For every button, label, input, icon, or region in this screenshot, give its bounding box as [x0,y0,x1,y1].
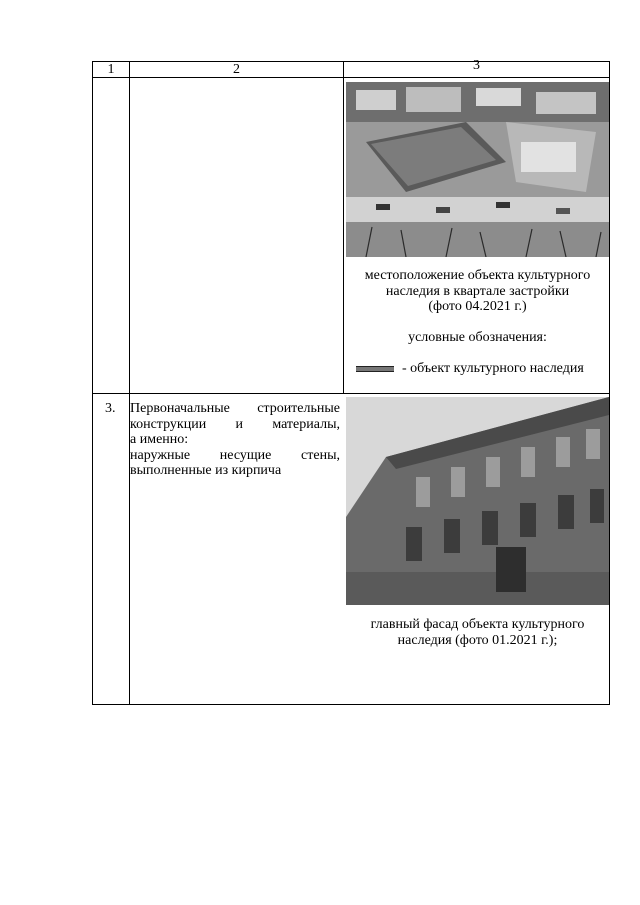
legend-swatch [356,366,394,372]
facade-photo-image [346,397,609,605]
description-line [130,448,340,464]
legend-item-label: - объект культурного наследия [402,361,584,376]
header-bottom-border [92,77,610,78]
facade-photo [346,397,609,605]
description-line [130,401,340,417]
row-3-description [130,401,340,479]
header-col-1: 1 [107,62,115,77]
table-left-border [92,61,93,705]
description-word: стены, [301,447,340,463]
aerial-photo-caption [345,268,610,315]
header-col-2: 2 [233,62,240,77]
aerial-photo [346,82,609,257]
description-word: строительные [257,401,340,416]
column-divider-2 [343,61,344,394]
description-line: а именно: [130,432,189,447]
row-divider [92,393,610,394]
description-word: конструкции [130,416,207,432]
column-divider-1 [129,61,130,705]
caption-line: наследия в квартале застройки [385,283,570,299]
table-bottom-border [92,704,610,705]
row-number: 3. [105,401,116,416]
table-right-border [609,61,610,705]
facade-photo-caption [345,617,610,648]
description-word: несущие [219,447,272,463]
description-word: и [235,416,243,432]
caption-line: (фото 04.2021 г.) [428,299,527,314]
header-col-3: 3 [473,58,480,73]
caption-line: местоположение объекта культурного [364,268,591,283]
description-word: Первоначальные [130,401,230,416]
legend-title: условные обозначения: [408,330,547,345]
description-word: наружные [130,447,191,463]
caption-line: наследия (фото 01.2021 г.); [397,632,558,648]
description-word: материалы, [272,416,340,432]
caption-line: главный фасад объекта культурного [370,617,585,632]
description-line [130,417,340,433]
description-line: выполненные из кирпича [130,463,282,478]
aerial-photo-image [346,82,609,257]
